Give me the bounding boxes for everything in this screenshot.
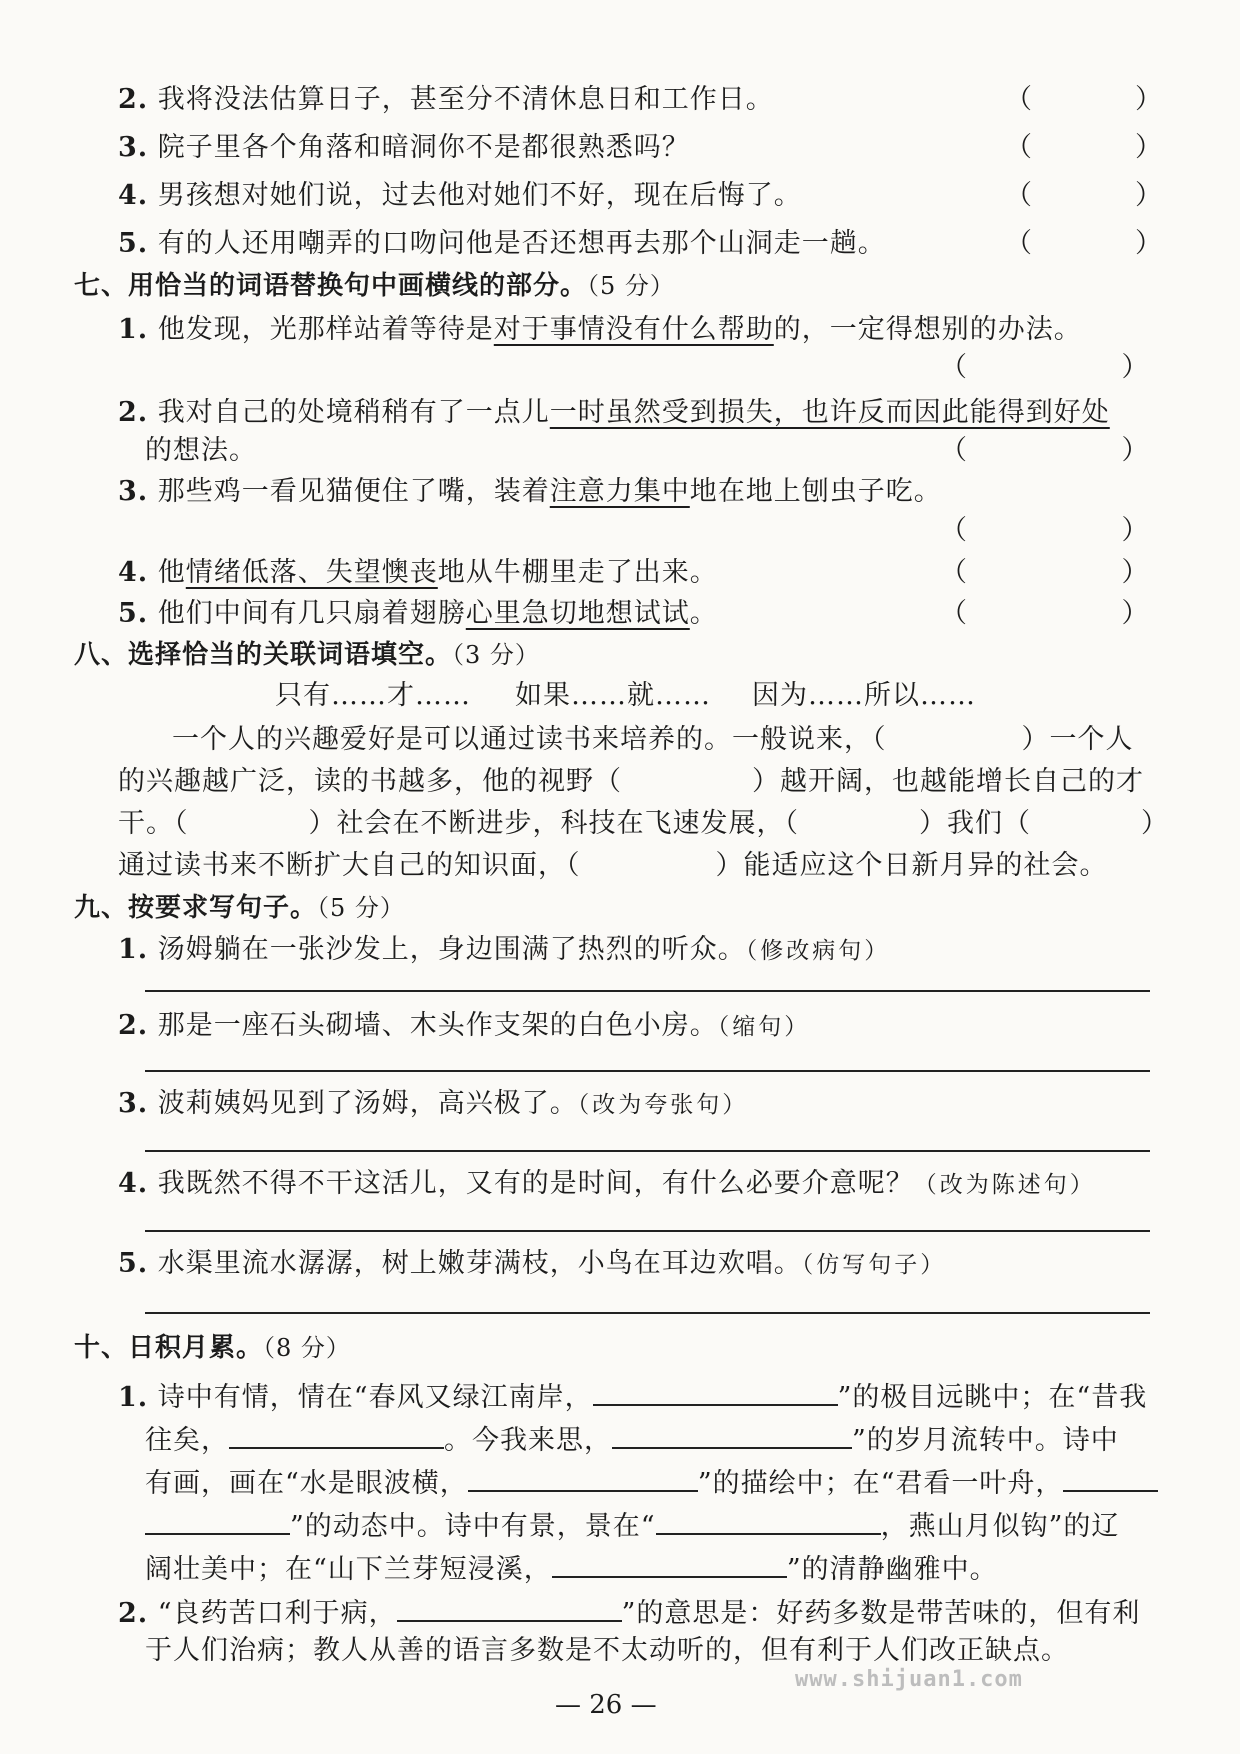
- poem-blank-5b[interactable]: [145, 1503, 290, 1535]
- poem-blank-1[interactable]: [593, 1374, 838, 1406]
- s9-item-2: 2. 那是一座石头砌墙、木头作支架的白色小房。（缩句）: [118, 1010, 811, 1041]
- answer-paren-s6-2[interactable]: （ ）: [1005, 84, 1162, 115]
- s10-q1-line-2: 往矣， 。今我来思， ”的岁月流转中。诗中: [145, 1417, 1119, 1459]
- s9-item-4: 4. 我既然不得不干这活儿，又有的是时间，有什么必要介意呢？（改为陈述句）: [118, 1168, 1096, 1199]
- section-10-heading: 十、日积月累。（8 分）: [74, 1333, 351, 1363]
- s8-line-1: 一个人的兴趣爱好是可以通过读书来培养的。一般说来，（ ）一个人: [172, 724, 1134, 755]
- s6-item-3: 3. 院子里各个角落和暗洞你不是都很熟悉吗？: [118, 132, 690, 163]
- answer-paren-s7-3[interactable]: （ ）: [940, 515, 1149, 546]
- s6-item-5: 5. 有的人还用嘲弄的口吻问他是否还想再去那个山洞走一趟。: [118, 228, 886, 259]
- connective-option-2: 如果……就……: [515, 680, 711, 711]
- section-8-heading: 八、选择恰当的关联词语填空。（3 分）: [74, 640, 540, 670]
- s10-q1-line-4: ”的动态中。诗中有景，景在“ ，燕山月似钩”的辽: [145, 1503, 1119, 1545]
- s10-q1-line-1: 1. 诗中有情，情在“春风又绿江南岸， ”的极目远眺中；在“昔我: [118, 1374, 1147, 1416]
- s7-item-2-cont: 的想法。: [145, 435, 257, 466]
- poem-blank-5a[interactable]: [1063, 1460, 1158, 1492]
- section-7-heading: 七、用恰当的词语替换句中画横线的部分。（5 分）: [74, 271, 675, 301]
- answer-paren-s6-5[interactable]: （ ）: [1005, 228, 1162, 259]
- answer-line-s9-1[interactable]: [145, 990, 1150, 992]
- watermark: www.shijuan1.com: [795, 1667, 1023, 1692]
- poem-blank-3[interactable]: [612, 1417, 852, 1449]
- poem-blank-7[interactable]: [552, 1546, 787, 1578]
- s7-item-1: 1. 他发现，光那样站着等待是对于事情没有什么帮助的，一定得想别的办法。: [118, 314, 1082, 345]
- s8-line-2: 的兴趣越广泛，读的书越多，他的视野（ ）越开阔，也越能增长自己的才: [118, 766, 1144, 797]
- answer-paren-s7-5[interactable]: （ ）: [940, 598, 1149, 629]
- answer-paren-s7-2[interactable]: （ ）: [940, 435, 1149, 466]
- s9-item-5: 5. 水渠里流水潺潺，树上嫩芽满枝，小鸟在耳边欢唱。（仿写句子）: [118, 1248, 947, 1279]
- s7-item-2: 2. 我对自己的处境稍稍有了一点儿一时虽然受到损失，也许反而因此能得到好处: [118, 397, 1110, 428]
- answer-paren-s6-3[interactable]: （ ）: [1005, 132, 1162, 163]
- s9-item-3: 3. 波莉姨妈见到了汤姆，高兴极了。（改为夸张句）: [118, 1088, 749, 1119]
- poem-blank-2[interactable]: [229, 1417, 444, 1449]
- s10-q1-line-3: 有画，画在“水是眼波横， ”的描绘中；在“君看一叶舟，: [145, 1460, 1158, 1502]
- s10-q2-line-1: 2. “良药苦口利于病， ”的意思是：好药多数是带苦味的，但有利: [118, 1590, 1140, 1632]
- connective-option-1: 只有……才……: [275, 680, 471, 711]
- answer-line-s9-5[interactable]: [145, 1312, 1150, 1314]
- s8-line-4: 通过读书来不断扩大自己的知识面，（ ）能适应这个日新月异的社会。: [118, 850, 1108, 881]
- answer-line-s9-4[interactable]: [145, 1230, 1150, 1232]
- s8-line-3: 干。（ ）社会在不断进步，科技在飞速发展，（ ）我们（ ）: [118, 808, 1169, 839]
- answer-paren-s7-1[interactable]: （ ）: [940, 352, 1149, 383]
- s10-q2-line-2: 于人们治病；教人从善的语言多数是不太动听的，但有利于人们改正缺点。: [145, 1635, 1069, 1666]
- s10-q1-line-5: 阔壮美中；在“山下兰芽短浸溪， ”的清静幽雅中。: [145, 1546, 998, 1588]
- answer-line-s9-3[interactable]: [145, 1150, 1150, 1152]
- s7-item-4: 4. 他情绪低落、失望懊丧地从牛棚里走了出来。: [118, 557, 718, 588]
- answer-line-s9-2[interactable]: [145, 1070, 1150, 1072]
- section-9-heading: 九、按要求写句子。（5 分）: [74, 893, 405, 923]
- connective-option-3: 因为……所以……: [752, 680, 976, 711]
- poem-blank-4[interactable]: [468, 1460, 698, 1492]
- proverb-blank[interactable]: [397, 1590, 622, 1622]
- poem-blank-6[interactable]: [656, 1503, 881, 1535]
- page-number: — 26 —: [555, 1690, 657, 1720]
- s6-item-2: 2. 我将没法估算日子，甚至分不清休息日和工作日。: [118, 84, 774, 115]
- answer-paren-s7-4[interactable]: （ ）: [940, 557, 1149, 588]
- s7-item-5: 5. 他们中间有几只扇着翅膀心里急切地想试试。: [118, 598, 718, 629]
- s9-item-1: 1. 汤姆躺在一张沙发上，身边围满了热烈的听众。（修改病句）: [118, 934, 891, 965]
- s7-item-3: 3. 那些鸡一看见猫便住了嘴，装着注意力集中地在地上刨虫子吃。: [118, 476, 942, 507]
- s6-item-4: 4. 男孩想对她们说，过去他对她们不好，现在后悔了。: [118, 180, 802, 211]
- answer-paren-s6-4[interactable]: （ ）: [1005, 180, 1162, 211]
